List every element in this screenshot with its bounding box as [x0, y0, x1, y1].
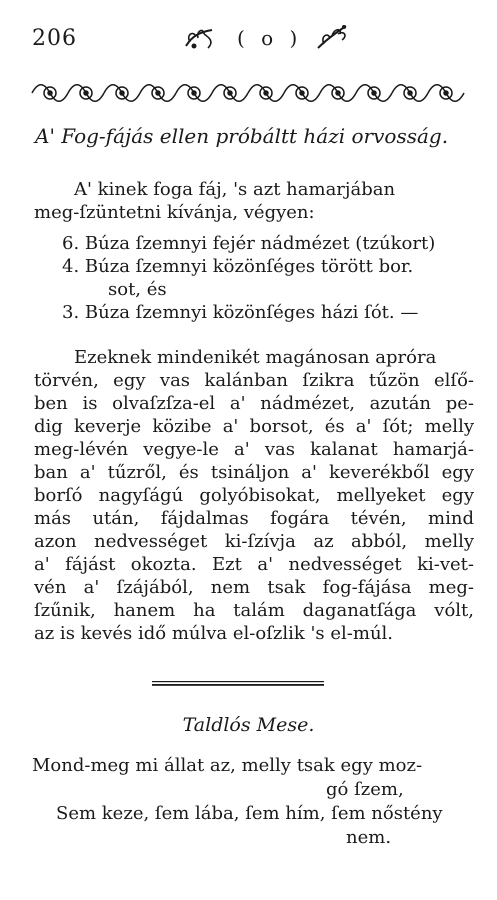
text-line: A' kinek foga fáj, 's azt hamarjában [74, 179, 396, 200]
text-line: azon nedvességet ki-ſzívja az abból, melly [34, 531, 474, 552]
ingredient-list [34, 232, 474, 324]
ornamental-band [30, 76, 470, 110]
floral-ornament-icon [182, 24, 218, 52]
text-line: ſzűnik, hanem ha talám daganatſága vólt, [34, 600, 474, 621]
recipe-title: A' Fog-fájás ellen próbáltt házi orvosság. [35, 124, 449, 148]
text-line: vén a' ſzájából, nem tsak fog-fájása meg- [34, 577, 474, 598]
text-line: borſó nagyſágú golyóbisokat, mellyeket egy [34, 485, 474, 506]
text-line: meg-lévén vegye-le a' vas kalanat hamarjá- [34, 439, 474, 460]
ingredient-item: 3. Búza ſzemnyi közönſéges házi ſót. — [62, 302, 419, 323]
verse-line-continuation: nem. [346, 827, 392, 848]
text-line: törvén, egy vas kalánban ſzikra tűzön elſő- [34, 370, 474, 391]
verse-line: Mond-meg mi állat az, melly tsak egy moz- [32, 755, 423, 776]
verse-line-continuation: gó ſzem, [326, 779, 404, 800]
floral-ornament-icon [314, 22, 350, 52]
text-line: ban a' tűzről, és tsináljon a' keverékből egy [34, 462, 474, 483]
signature-mark: ( o ) [237, 26, 303, 50]
text-line: a' fájást okozta. Ezt a' nedvességet ki-vet- [34, 554, 474, 575]
riddle-title: Taldlós Mese. [182, 714, 315, 736]
ingredient-item: 4. Búza ſzemnyi közönſéges törött bor. [62, 256, 414, 277]
section-divider [152, 680, 324, 688]
riddle-verse [32, 754, 472, 850]
text-line: más után, fájdalmas fogára tévén, mind [34, 508, 474, 529]
verse-line: Sem keze, ſem lába, ſem hím, ſem nőstény [56, 803, 443, 824]
instructions-paragraph [34, 346, 474, 645]
page-header [32, 22, 462, 56]
text-line: Ezeknek mindenikét magánosan apróra [74, 347, 437, 368]
text-line: dig keverje közibe a' borsot, és a' ſót; melly [34, 416, 474, 437]
text-line: meg-ſzüntetni kívánja, végyen: [34, 202, 315, 223]
page-number: 206 [32, 26, 77, 51]
ingredient-item: 6. Búza ſzemnyi fejér nádmézet (tzúkort) [62, 233, 436, 254]
text-line: ben is olvaſzſza-el a' nádmézet, azután pe- [34, 393, 474, 414]
text-line: az is kevés idő múlva el-oſzlik 's el-múl. [34, 623, 394, 644]
intro-paragraph [34, 178, 474, 224]
ingredient-item-continuation: sot, és [108, 279, 167, 300]
